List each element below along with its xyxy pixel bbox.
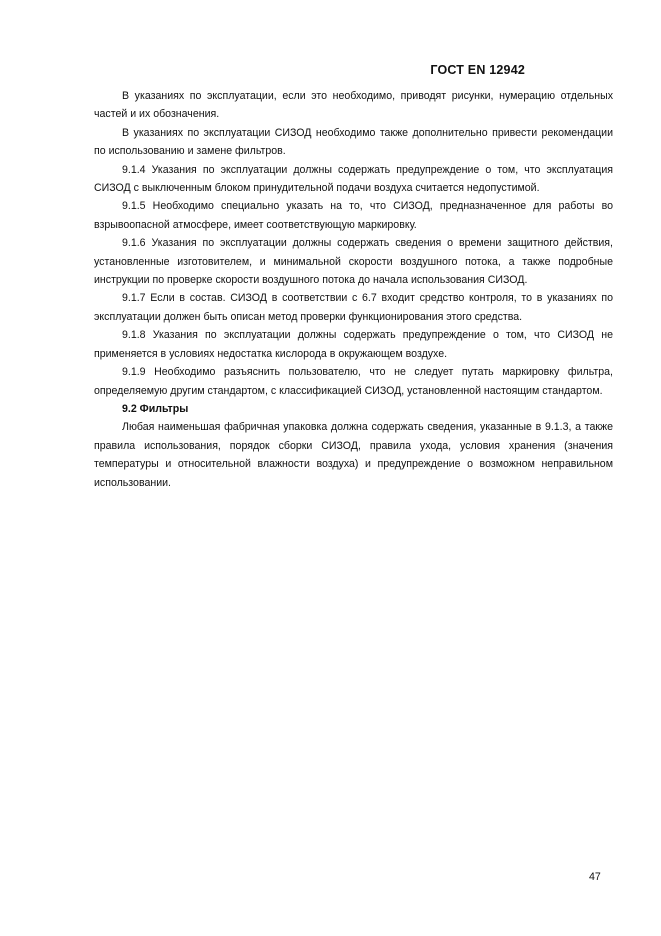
- section-heading-filters: 9.2 Фильтры: [122, 402, 189, 415]
- paragraph-9-1-4: 9.1.4 Указания по эксплуатации должны содержать предупреждение о том, что эксплуатация СИЗОД с выключенным блоком принудительной подачи воздуха считается недопустимой.: [94, 163, 613, 195]
- paragraph-9-1-9: 9.1.9 Необходимо разъяснить пользователю, что не следует путать маркировку фильтра, определяемую другим стандартом, с классификацией СИЗОД, установленной настоящим стандартом.: [94, 366, 613, 397]
- paragraph-9-1-5: 9.1.5 Необходимо специально указать на то, что СИЗОД, предназначенное для работы во взрывоопасной атмосфере, имеет соответствующую маркировку.: [94, 200, 613, 231]
- paragraph-filter-recommendations: В указаниях по эксплуатации СИЗОД необходимо также дополнительно привести рекомендации по использованию и замене фильтров.: [94, 126, 613, 158]
- paragraph-9-1-8: 9.1.8 Указания по эксплуатации должны содержать предупреждение о том, что СИЗОД не применяется в условиях недостатка кислорода в окружающем воздухе.: [94, 329, 613, 360]
- paragraph-9-1-6: 9.1.6 Указания по эксплуатации должны содержать сведения о времени защитного действия, установленные изготовителем, и минимальной скорости воздушного потока, а также подробные инструкции по проверке скорости воздушного потока до начала использования СИЗОД.: [94, 237, 613, 287]
- paragraph-illustrations: В указаниях по эксплуатации, если это необходимо, приводят рисунки, нумерацию отдельных частей и их обозначения.: [94, 90, 613, 121]
- paragraph-9-1-7: 9.1.7 Если в состав. СИЗОД в соответствии с 6.7 входит средство контроля, то в указаниях по эксплуатации должен быть описан метод проверки функционирования этого средства.: [94, 292, 613, 323]
- standard-designation: ГОСТ EN 12942: [430, 63, 525, 77]
- paragraph-filter-packaging: Любая наименьшая фабричная упаковка должна содержать сведения, указанные в 9.1.3, а также правила использования, порядок сборки СИЗОД, правила ухода, условия хранения (значения температуры и относительной влажности воздуха) и предупреждение о возможном неправильном использовании.: [94, 421, 613, 489]
- page-number: 47: [589, 871, 601, 883]
- document-body: [94, 87, 613, 492]
